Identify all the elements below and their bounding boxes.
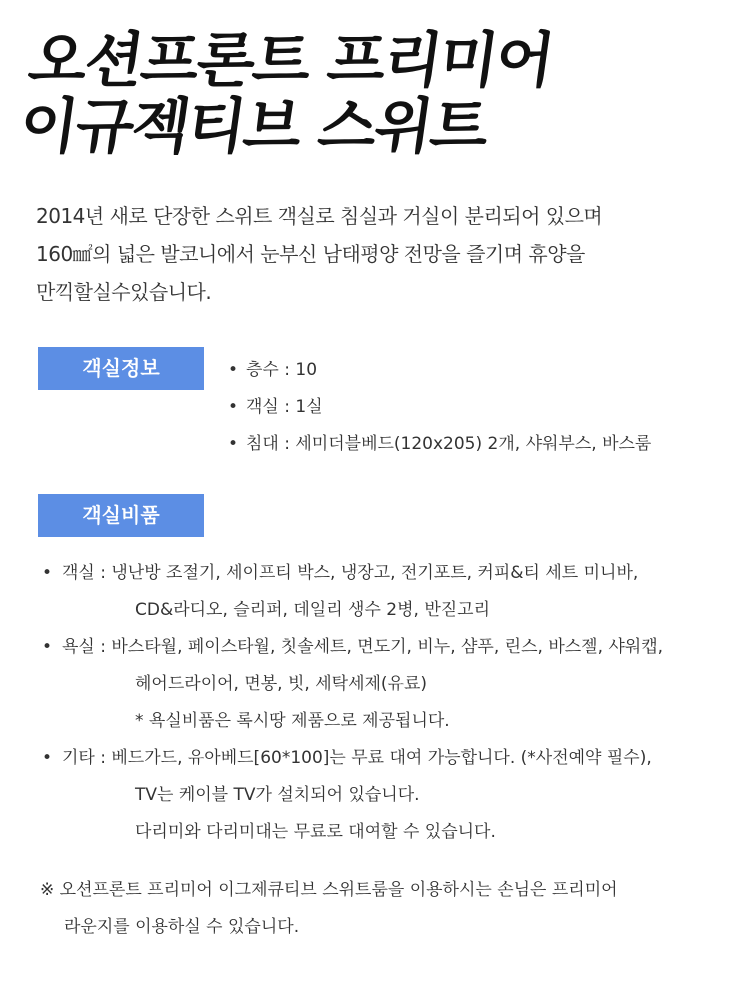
room-info-bed: • 침대 : 세미더블베드(120x205) 2개, 샤워부스, 바스룸 [228,426,651,463]
amenity-etc-line: • 기타 : 베드가드, 유아베드[60*100]는 무료 대여 가능합니다. (*사전예약 필수), [62,748,652,768]
amenity-room-line: • 객실 : 냉난방 조절기, 세이프티 박스, 냉장고, 전기포트, 커피&티 세트 미니바, [62,563,639,583]
amenity-bath-line: • 욕실 : 바스타월, 페이스타월, 칫솔세트, 면도기, 비누, 샴푸, 린스, 바스젤, 샤워캡, [62,637,664,657]
intro-line-1: 2014년 새로 단장한 스위트 객실로 침실과 거실이 분리되어 있으며 [36,204,603,228]
room-info-list [228,352,651,463]
amenity-bath-cont-1: 헤어드라이어, 면봉, 빗, 세탁세제(유료) [135,674,428,694]
intro-line-2: 160㎟의 넓은 발코니에서 눈부신 남태평양 전망을 즐기며 휴양을 [36,242,585,266]
amenity-bath-item [38,629,728,740]
page-title [15,28,556,160]
amenities-list [38,555,728,851]
page-title-line-2: 이규젝티브 스위트 [15,92,492,162]
lounge-note-line-2: 라운지를 이용하실 수 있습니다. [64,917,300,937]
page-title-line-1: 오션프론트 프리미어 [24,26,557,96]
intro-paragraph [36,197,726,311]
amenity-room-item [38,555,728,629]
room-info-rooms: • 객실 : 1실 [228,389,651,426]
amenities-badge: 객실비품 [38,494,204,537]
amenity-bath-cont-2: * 욕실비품은 록시땅 제품으로 제공됩니다. [135,711,450,731]
lounge-note-line-1: ※ 오션프론트 프리미어 이그제큐티브 스위트룸을 이용하시는 손님은 프리미어 [40,880,618,900]
lounge-note [40,872,618,946]
amenity-etc-item [38,740,728,851]
room-info-badge: 객실정보 [38,347,204,390]
amenity-etc-cont-1: TV는 케이블 TV가 설치되어 있습니다. [135,785,420,805]
room-info-floor: • 층수 : 10 [228,352,651,389]
amenity-room-cont-1: CD&라디오, 슬리퍼, 데일리 생수 2병, 반짇고리 [135,600,491,620]
intro-line-3: 만끽할실수있습니다. [36,280,212,304]
amenity-etc-cont-2: 다리미와 다리미대는 무료로 대여할 수 있습니다. [135,822,496,842]
